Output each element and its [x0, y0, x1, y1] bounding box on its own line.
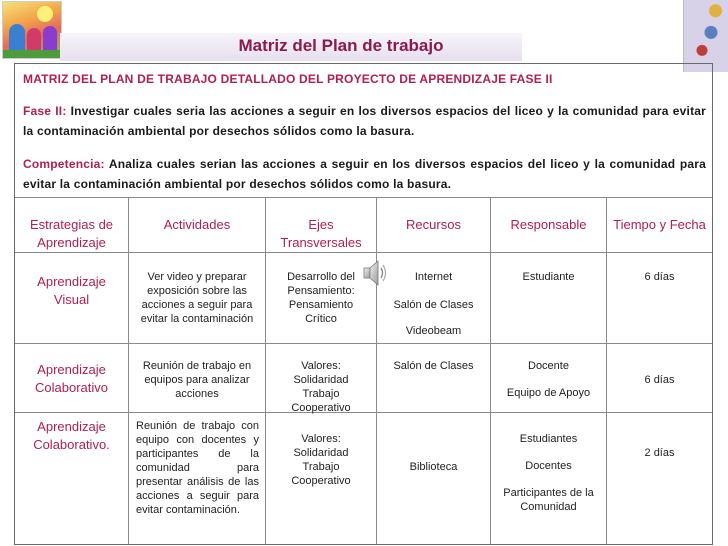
page-title: Matriz del Plan de trabajo — [238, 36, 444, 55]
row2-responsable-2: Equipo de Apoyo — [506, 387, 591, 399]
competencia-text: Analiza cuales serian las acciones a seguir en los diversos espacios del liceo y la comunidad para evitar la contaminación ambiental por desechos sólidos como la basura. — [23, 157, 706, 191]
row1-recurso-2: Salón de Clases — [393, 299, 474, 311]
row2-tiempo: 6 días — [644, 374, 675, 386]
row3-recurso-1: Biblioteca — [409, 461, 458, 473]
matrix-header-block — [15, 64, 712, 197]
column-header-estrategias: Estrategias de Aprendizaje — [29, 217, 114, 250]
column-header-recursos: Recursos — [406, 217, 461, 232]
competencia-paragraph — [23, 154, 706, 194]
row1-estrategia: Aprendizaje Visual — [37, 274, 106, 307]
row3-responsable-3: Participantes de la Comunidad — [503, 487, 594, 513]
decorative-image-strip — [683, 0, 728, 72]
speaker-icon[interactable] — [362, 258, 388, 288]
matrix-heading: MATRIZ DEL PLAN DE TRABAJO DETALLADO DEL PROYECTO DE APRENDIZAJE FASE II — [23, 72, 553, 86]
row3-responsable-2: Docentes — [525, 460, 572, 472]
row1-actividades: Ver video y preparar exposición sobre las acciones a seguir para evitar la contaminación — [140, 271, 254, 325]
fase-label: Fase II: — [23, 104, 67, 118]
column-header-actividades: Actividades — [163, 217, 231, 232]
children-illustration-thumbnail — [2, 1, 62, 59]
row2-actividades: Reunión de trabajo en equipos para analizar acciones — [142, 360, 252, 400]
column-header-ejes: Ejes Transversales — [280, 217, 362, 250]
row1-recurso-1: Internet — [414, 271, 453, 283]
fase-text: Investigar cuales seria las acciones a seguir en los diversos espacios del liceo y la comunidad para evitar la contaminación ambiental por desechos sólidos como la basura. — [23, 104, 707, 138]
grid-line — [128, 197, 129, 544]
row2-ejes: Valores: Solidaridad Trabajo Cooperativo — [291, 360, 351, 414]
row1-responsable-1: Estudiante — [522, 271, 575, 283]
row3-actividades: Reunión de trabajo con equipo con docentes y participantes de la comunidad para presentar análisis de las acciones a seguir para evitar contaminación. — [136, 420, 259, 516]
row1-ejes: Desarrollo del Pensamiento: Pensamiento Crítico — [287, 271, 355, 325]
row3-responsable-1: Estudiantes — [519, 433, 578, 445]
row2-estrategia: Aprendizaje Colaborativo — [35, 362, 108, 395]
grid-line — [15, 197, 712, 198]
row1-tiempo: 6 días — [644, 271, 675, 283]
row2-recurso-1: Salón de Clases — [393, 360, 474, 372]
row2-responsable-1: Docente — [528, 360, 569, 372]
row3-tiempo: 2 días — [644, 447, 675, 459]
row3-estrategia: Aprendizaje Colaborativo. — [33, 419, 110, 452]
column-header-responsable: Responsable — [510, 217, 587, 232]
column-header-tiempo: Tiempo y Fecha — [613, 217, 706, 232]
competencia-label: Competencia: — [23, 157, 105, 171]
grid-line — [15, 343, 712, 344]
row3-ejes: Valores: Solidaridad Trabajo Cooperativo — [291, 433, 351, 487]
fase-paragraph — [23, 101, 706, 141]
row1-recurso-3: Videobeam — [405, 325, 462, 337]
